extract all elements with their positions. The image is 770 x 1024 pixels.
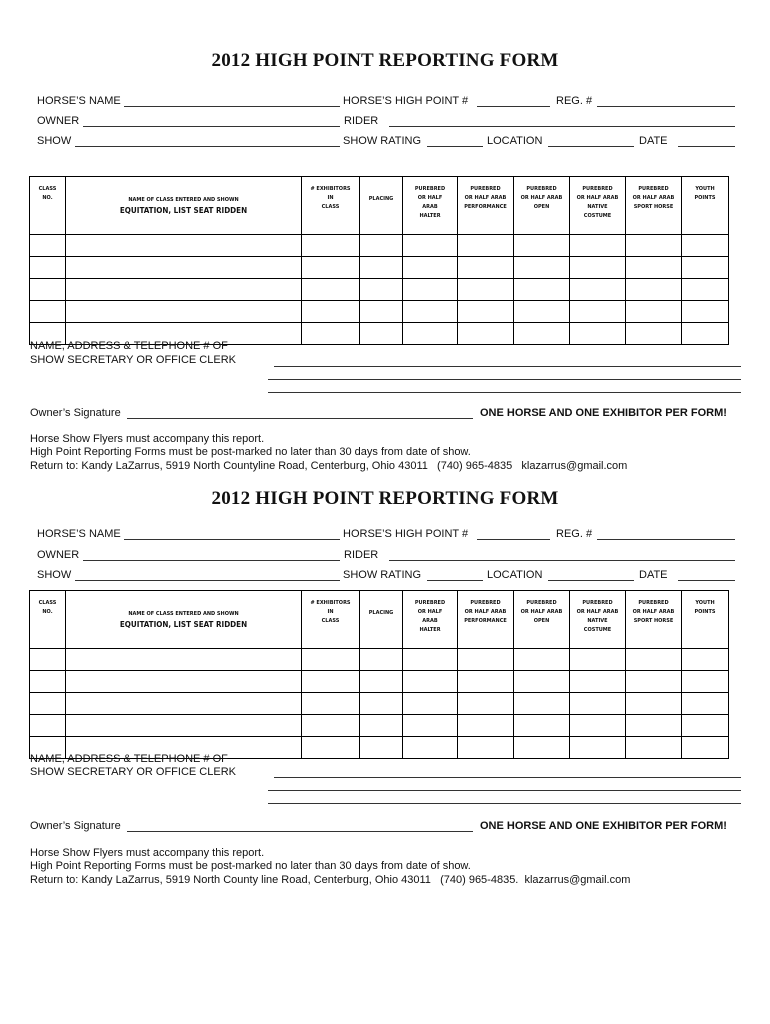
cell-input[interactable]	[403, 693, 458, 715]
cell-input[interactable]	[514, 715, 570, 737]
cell-input[interactable]	[360, 257, 403, 279]
high-point-label: HORSE’S HIGH POINT #	[343, 528, 469, 540]
secretary-label-line1: NAME, ADDRESS & TELEPHONE # OF	[30, 753, 228, 765]
flyers-note: Horse Show Flyers must accompany this report.	[30, 847, 265, 859]
cell-input[interactable]	[458, 715, 514, 737]
cell-input[interactable]	[514, 323, 570, 345]
table-header-row	[30, 591, 729, 649]
cell-input[interactable]	[682, 235, 729, 257]
reporting-form-1	[0, 0, 770, 480]
cell-input[interactable]	[302, 737, 360, 759]
cell-input[interactable]	[514, 279, 570, 301]
owner-label: OWNER	[37, 549, 80, 561]
cell-input[interactable]	[403, 715, 458, 737]
horse-name-label: HORSE’S NAME	[37, 528, 121, 540]
cell-input[interactable]	[302, 235, 360, 257]
cell-input[interactable]	[570, 693, 626, 715]
cell-input[interactable]	[570, 671, 626, 693]
one-horse-note: ONE HORSE AND ONE EXHIBITOR PER FORM!	[480, 407, 727, 419]
cell-input[interactable]	[30, 715, 66, 737]
header-youth-points: YOUTH POINTS	[682, 591, 729, 649]
header-class-no: CLASS NO.	[30, 591, 66, 649]
cell-input[interactable]	[403, 323, 458, 345]
cell-input[interactable]	[570, 649, 626, 671]
cell-input[interactable]	[682, 649, 729, 671]
form-title: 2012 HIGH POINT REPORTING FORM	[211, 488, 559, 509]
reporting-form-2	[0, 413, 770, 893]
cell-input[interactable]	[514, 671, 570, 693]
location-field[interactable]	[548, 146, 634, 147]
cell-input[interactable]	[626, 323, 682, 345]
show-label: SHOW	[37, 135, 72, 147]
cell-input[interactable]	[682, 693, 729, 715]
cell-input[interactable]	[458, 279, 514, 301]
cell-input[interactable]	[30, 693, 66, 715]
header-native-costume: PUREBRED OR HALF ARAB NATIVE COSTUME	[570, 177, 626, 235]
cell-input[interactable]	[682, 257, 729, 279]
class-table	[29, 590, 729, 759]
cell-input[interactable]	[66, 715, 302, 737]
cell-input[interactable]	[66, 301, 302, 323]
cell-input[interactable]	[458, 693, 514, 715]
signature-label: Owner’s Signature	[30, 407, 121, 419]
cell-input[interactable]	[360, 671, 403, 693]
cell-input[interactable]	[30, 279, 66, 301]
cell-input[interactable]	[626, 279, 682, 301]
cell-input[interactable]	[66, 235, 302, 257]
table-row	[30, 235, 729, 257]
secretary-label-line2: SHOW SECRETARY OR OFFICE CLERK	[30, 354, 236, 366]
secretary-field-line3[interactable]	[268, 803, 741, 804]
header-halter: PUREBRED OR HALF ARAB HALTER	[403, 591, 458, 649]
cell-input[interactable]	[30, 301, 66, 323]
one-horse-note: ONE HORSE AND ONE EXHIBITOR PER FORM!	[480, 820, 727, 832]
location-label: LOCATION	[487, 135, 543, 147]
cell-input[interactable]	[360, 737, 403, 759]
cell-input[interactable]	[403, 737, 458, 759]
high-point-field[interactable]	[477, 106, 550, 107]
header-exhibitors: # EXHIBITORS IN CLASS	[302, 177, 360, 235]
cell-input[interactable]	[403, 257, 458, 279]
flyers-note: Horse Show Flyers must accompany this report.	[30, 433, 265, 445]
cell-input[interactable]	[514, 737, 570, 759]
reg-label: REG. #	[556, 95, 593, 107]
header-youth-points: YOUTH POINTS	[682, 177, 729, 235]
high-point-field[interactable]	[477, 539, 550, 540]
cell-input[interactable]	[514, 257, 570, 279]
cell-input[interactable]	[360, 301, 403, 323]
header-open: PUREBRED OR HALF ARAB OPEN	[514, 177, 570, 235]
date-field[interactable]	[678, 146, 735, 147]
cell-input[interactable]	[30, 671, 66, 693]
cell-input[interactable]	[682, 671, 729, 693]
cell-input[interactable]	[570, 235, 626, 257]
cell-input[interactable]	[403, 649, 458, 671]
cell-input[interactable]	[626, 649, 682, 671]
cell-input[interactable]	[458, 235, 514, 257]
postmark-note: High Point Reporting Forms must be post-marked no later than 30 days from date of show.	[30, 446, 471, 458]
rider-field[interactable]	[389, 560, 735, 561]
table-row	[30, 279, 729, 301]
header-placing: PLACING	[360, 177, 403, 235]
date-label: DATE	[639, 569, 668, 581]
cell-input[interactable]	[626, 715, 682, 737]
cell-input[interactable]	[30, 649, 66, 671]
cell-input[interactable]	[66, 279, 302, 301]
name-subheader: EQUITATION, LIST SEAT RIDDEN	[119, 620, 248, 629]
cell-input[interactable]	[403, 235, 458, 257]
rider-label: RIDER	[344, 115, 379, 127]
show-field[interactable]	[75, 146, 340, 147]
secretary-field-line3[interactable]	[268, 392, 741, 393]
table-row	[30, 649, 729, 671]
horse-name-field[interactable]	[124, 106, 340, 107]
secretary-field-line2[interactable]	[268, 790, 741, 791]
cell-input[interactable]	[360, 649, 403, 671]
cell-input[interactable]	[514, 693, 570, 715]
horse-name-field[interactable]	[124, 539, 340, 540]
header-sport-horse: PUREBRED OR HALF ARAB SPORT HORSE	[626, 177, 682, 235]
cell-input[interactable]	[302, 301, 360, 323]
cell-input[interactable]	[458, 257, 514, 279]
cell-input[interactable]	[403, 301, 458, 323]
header-class-name: NAME OF CLASS ENTERED AND SHOWN EQUITATION, LIST SEAT RIDDEN	[66, 591, 302, 649]
signature-label: Owner’s Signature	[30, 820, 121, 832]
show-rating-label: SHOW RATING	[343, 135, 422, 147]
rider-label: RIDER	[344, 549, 379, 561]
cell-input[interactable]	[458, 671, 514, 693]
horse-name-label: HORSE’S NAME	[37, 95, 121, 107]
cell-input[interactable]	[570, 737, 626, 759]
table-row	[30, 693, 729, 715]
cell-input[interactable]	[302, 257, 360, 279]
rider-field[interactable]	[389, 126, 735, 127]
header-sport-horse: PUREBRED OR HALF ARAB SPORT HORSE	[626, 591, 682, 649]
header-class-no: CLASS NO.	[30, 177, 66, 235]
cell-input[interactable]	[626, 257, 682, 279]
form-title: 2012 HIGH POINT REPORTING FORM	[211, 50, 559, 71]
header-halter: PUREBRED OR HALF ARAB HALTER	[403, 177, 458, 235]
cell-input[interactable]	[458, 649, 514, 671]
cell-input[interactable]	[570, 257, 626, 279]
date-field[interactable]	[678, 580, 735, 581]
high-point-label: HORSE’S HIGH POINT #	[343, 95, 469, 107]
cell-input[interactable]	[66, 693, 302, 715]
location-field[interactable]	[548, 580, 634, 581]
return-address: Return to: Kandy LaZarrus, 5919 North County line Road, Centerburg, Ohio 43011 (740) 965-4835. klazarrus@gmail.com	[30, 874, 631, 886]
cell-input[interactable]	[30, 257, 66, 279]
cell-input[interactable]	[458, 323, 514, 345]
cell-input[interactable]	[514, 235, 570, 257]
show-rating-field[interactable]	[427, 580, 483, 581]
show-field[interactable]	[75, 580, 340, 581]
table-row	[30, 671, 729, 693]
cell-input[interactable]	[570, 323, 626, 345]
reg-field[interactable]	[597, 539, 735, 540]
header-exhibitors: # EXHIBITORS IN CLASS	[302, 591, 360, 649]
cell-input[interactable]	[403, 671, 458, 693]
reg-label: REG. #	[556, 528, 593, 540]
cell-input[interactable]	[360, 323, 403, 345]
postmark-note: High Point Reporting Forms must be post-marked no later than 30 days from date of show.	[30, 860, 471, 872]
header-class-name: NAME OF CLASS ENTERED AND SHOWN EQUITATION, LIST SEAT RIDDEN	[66, 177, 302, 235]
location-label: LOCATION	[487, 569, 543, 581]
table-header-row	[30, 177, 729, 235]
cell-input[interactable]	[66, 671, 302, 693]
cell-input[interactable]	[682, 715, 729, 737]
cell-input[interactable]	[360, 279, 403, 301]
secretary-field-line1[interactable]	[274, 366, 741, 367]
cell-input[interactable]	[682, 323, 729, 345]
cell-input[interactable]	[626, 737, 682, 759]
cell-input[interactable]	[626, 693, 682, 715]
cell-input[interactable]	[570, 715, 626, 737]
cell-input[interactable]	[682, 301, 729, 323]
header-open: PUREBRED OR HALF ARAB OPEN	[514, 591, 570, 649]
owner-label: OWNER	[37, 115, 80, 127]
header-native-costume: PUREBRED OR HALF ARAB NATIVE COSTUME	[570, 591, 626, 649]
reg-field[interactable]	[597, 106, 735, 107]
cell-input[interactable]	[458, 301, 514, 323]
show-rating-label: SHOW RATING	[343, 569, 422, 581]
table-row	[30, 301, 729, 323]
cell-input[interactable]	[458, 737, 514, 759]
cell-input[interactable]	[570, 279, 626, 301]
cell-input[interactable]	[302, 693, 360, 715]
header-performance: PUREBRED OR HALF ARAB PERFORMANCE	[458, 591, 514, 649]
cell-input[interactable]	[626, 301, 682, 323]
cell-input[interactable]	[302, 323, 360, 345]
cell-input[interactable]	[30, 235, 66, 257]
secretary-label-line2: SHOW SECRETARY OR OFFICE CLERK	[30, 766, 236, 778]
cell-input[interactable]	[514, 301, 570, 323]
table-row	[30, 715, 729, 737]
cell-input[interactable]	[66, 649, 302, 671]
cell-input[interactable]	[682, 737, 729, 759]
cell-input[interactable]	[302, 279, 360, 301]
class-table	[29, 176, 729, 345]
date-label: DATE	[639, 135, 668, 147]
signature-field[interactable]	[127, 831, 473, 832]
cell-input[interactable]	[514, 649, 570, 671]
cell-input[interactable]	[66, 257, 302, 279]
table-row	[30, 257, 729, 279]
cell-input[interactable]	[626, 235, 682, 257]
cell-input[interactable]	[302, 715, 360, 737]
header-placing: PLACING	[360, 591, 403, 649]
cell-input[interactable]	[682, 279, 729, 301]
secretary-label-line1: NAME, ADDRESS & TELEPHONE # OF	[30, 340, 228, 352]
cell-input[interactable]	[360, 235, 403, 257]
cell-input[interactable]	[302, 671, 360, 693]
cell-input[interactable]	[360, 715, 403, 737]
secretary-field-line2[interactable]	[268, 379, 741, 380]
cell-input[interactable]	[626, 671, 682, 693]
show-rating-field[interactable]	[427, 146, 483, 147]
return-address: Return to: Kandy LaZarrus, 5919 North Countyline Road, Centerburg, Ohio 43011 (740) 965-4835 klazarrus@gmail.com	[30, 460, 628, 472]
cell-input[interactable]	[570, 301, 626, 323]
cell-input[interactable]	[403, 279, 458, 301]
owner-field[interactable]	[83, 560, 340, 561]
cell-input[interactable]	[302, 649, 360, 671]
owner-field[interactable]	[83, 126, 340, 127]
show-label: SHOW	[37, 569, 72, 581]
name-subheader: EQUITATION, LIST SEAT RIDDEN	[119, 206, 248, 215]
header-performance: PUREBRED OR HALF ARAB PERFORMANCE	[458, 177, 514, 235]
secretary-field-line1[interactable]	[274, 777, 741, 778]
cell-input[interactable]	[360, 693, 403, 715]
